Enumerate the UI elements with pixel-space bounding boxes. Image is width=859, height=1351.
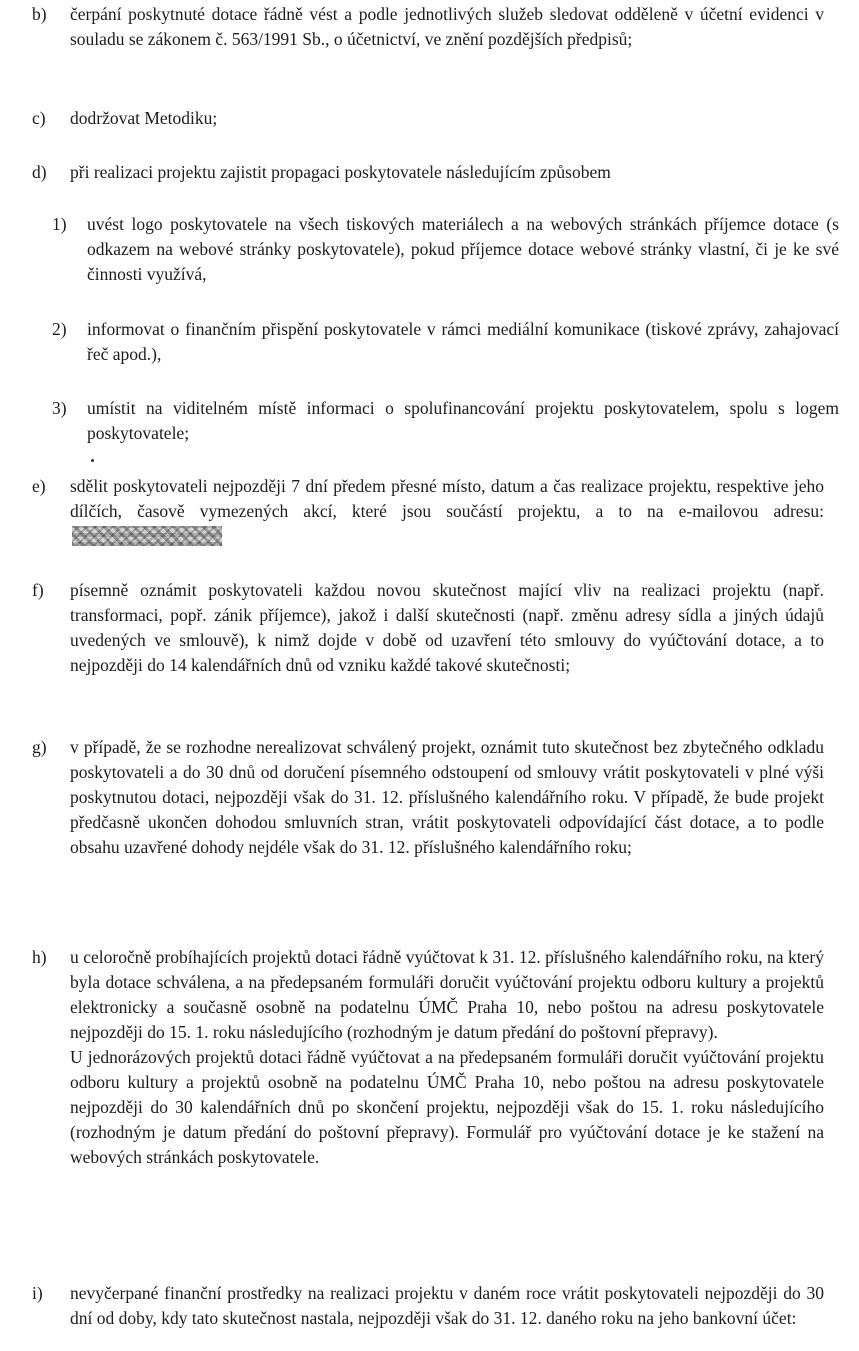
subclause-text: informovat o finančním přispění poskytovatele v rámci mediální komunikace (tiskové zprávy, zahajovací řeč apod.), [87,319,839,364]
clause-text: při realizaci projektu zajistit propagaci poskytovatele následujícím způsobem [70,162,611,182]
clause-text [70,474,824,549]
clause-text: čerpání poskytnuté dotace řádně vést a podle jednotlivých služeb sledovat odděleně v účetní evidenci v souladu se zákonem č. 563/1991 Sb., o účetnictví, ve znění pozdějších předpisů; [70,4,824,49]
clause-label: d) [32,162,47,182]
clause-label: f) [32,580,44,600]
redacted-email [72,526,222,546]
subclause-text: uvést logo poskytovatele na všech tiskových materiálech a na webových stránkách příjemce dotace (s odkazem na webové stránky poskytovatele), pokud příjemce dotace webové stránky vlastní, či je ke své činnosti využívá, [87,214,839,284]
clause-text: nevyčerpané finanční prostředky na realizaci projektu v daném roce vrátit poskytovateli nejpozději do 30 dní od doby, kdy tato skutečnost nastala, nejpozději však do 31. 12. daného roku na jeho bankovní účet: [70,1283,824,1328]
clause-text: dodržovat Metodiku; [70,108,218,128]
subclause-label: 1) [52,214,67,234]
clause-label: h) [32,947,47,967]
clause-text [70,945,824,1170]
subclause-label: 3) [52,398,67,418]
clause-e-text: sdělit poskytovateli nejpozději 7 dní předem přesné místo, datum a čas realizace projektu, respektive jeho dílčích, časově vymezených akcí, které jsou součástí projektu, a to na e-mailovou adresu: [70,476,824,521]
subclause-label: 2) [52,319,67,339]
clause-label: g) [32,737,47,757]
clause-label: e) [32,476,46,496]
clause-h-para-1: u celoročně probíhajících projektů dotaci řádně vyúčtovat k 31. 12. příslušného kalendářního roku, na který byla dotace schválena, a na předepsaném formuláři doručit vyúčtování projektu odboru kultury a projektů elektronicky a současně osobně na podatelnu ÚMČ Praha 10, nebo poštou na adresu poskytovatele nejpozději do 15. 1. roku následujícího (rozhodným je datum předání do poštovní přepravy). [70,947,824,1042]
clause-h-para-2: U jednorázových projektů dotaci řádně vyúčtovat a na předepsaném formuláři doručit vyúčtování projektu odboru kultury a projektů osobně na podatelnu ÚMČ Praha 10, nebo poštou na adresu poskytovatele nejpozději do 30 kalendářních dnů po skončení projektu, nejpozději však do 15. 1. roku následujícího (rozhodným je datum předání do poštovní přepravy). Formulář pro vyúčtování dotace je ke stažení na webových stránkách poskytovatele. [70,1047,824,1167]
stray-dot [91,459,94,462]
clause-text: v případě, že se rozhodne nerealizovat schválený projekt, oznámit tuto skutečnost bez zbytečného odkladu poskytovateli a do 30 dnů od doručení písemného odstoupení od smlouvy vrátit poskytovateli v plné výši poskytnutou dotaci, nejpozději však do 31. 12. příslušného kalendářního roku. V případě, že bude projekt předčasně ukončen dohodou smluvních stran, vrátit poskytovateli odpovídající část dotace, a to podle obsahu uzavřené dohody nejdéle však do 31. 12. příslušného kalendářního roku; [70,737,824,857]
clause-text: písemně oznámit poskytovateli každou novou skutečnost mající vliv na realizaci projektu (např. transformaci, popř. zánik příjemce), jakož i další skutečnosti (např. změnu adresy sídla a jiných údajů uvedených ve smlouvě), k nimž dojde v době od uzavření této smlouvy do vyúčtování dotace, a to nejpozději do 14 kalendářních dnů od vzniku každé takové skutečnosti; [70,580,824,675]
clause-label: b) [32,4,47,24]
clause-label: c) [32,108,46,128]
subclause-text: umístit na viditelném místě informaci o spolufinancování projektu poskytovatelem, spolu s logem poskytovatele; [87,398,839,443]
clause-label: i) [32,1283,43,1303]
